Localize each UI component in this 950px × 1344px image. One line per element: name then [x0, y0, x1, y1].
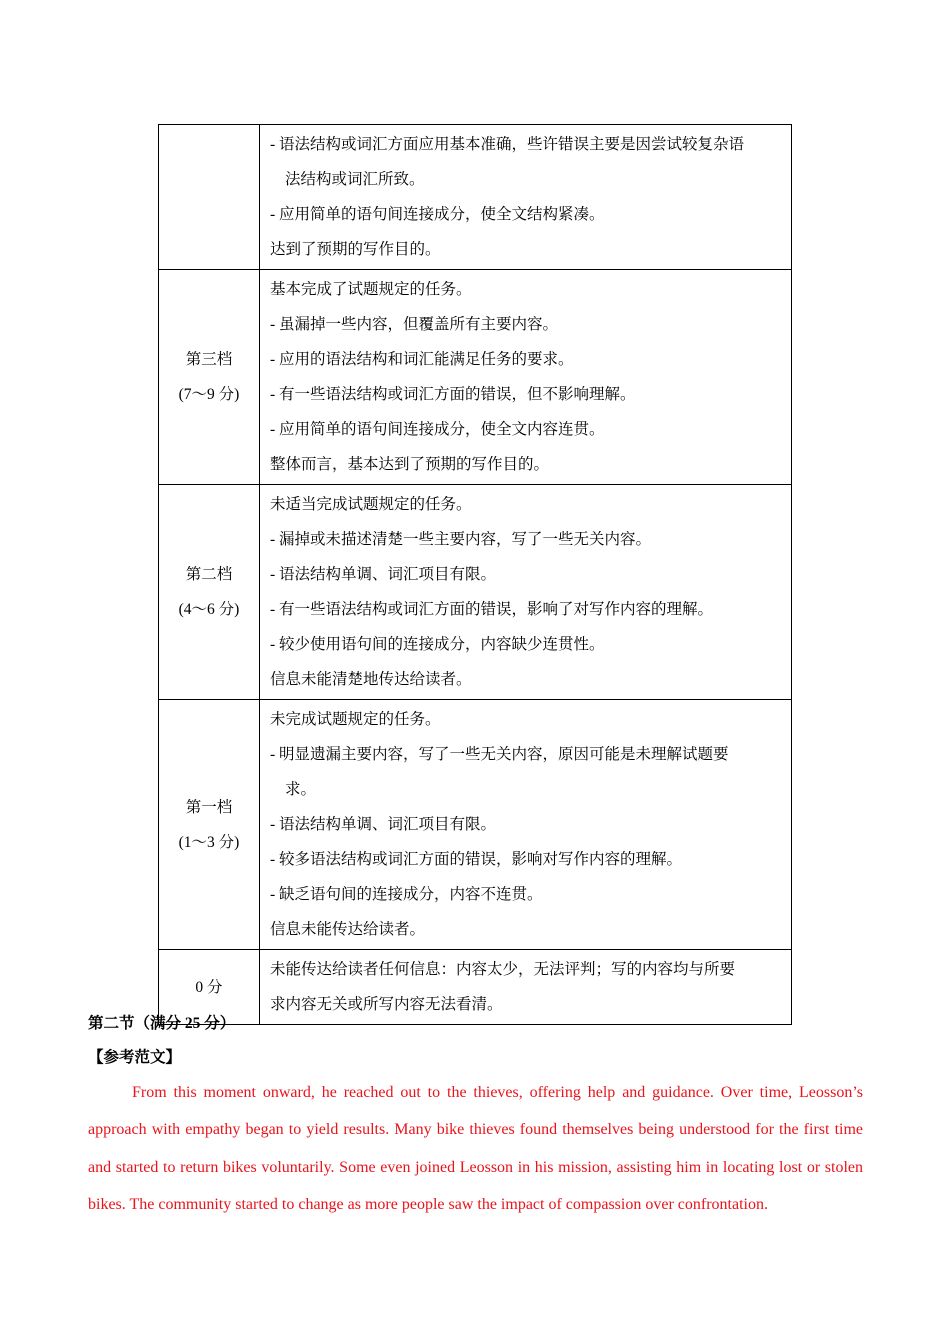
- rubric-row: [159, 950, 792, 1025]
- rubric-criterion-line: - 缺乏语句间的连接成分，内容不连贯。: [270, 886, 543, 903]
- rubric-criterion-line: - 应用的语法结构和词汇能满足任务的要求。: [270, 351, 574, 368]
- rubric-level-range: (4～6 分): [178, 601, 240, 618]
- rubric-level-cell: [159, 270, 260, 485]
- rubric-criterion-line: - 虽漏掉一些内容，但覆盖所有主要内容。: [270, 316, 559, 333]
- rubric-criterion-line: 未完成试题规定的任务。: [270, 711, 441, 728]
- rubric-criterion-line: - 漏掉或未描述清楚一些主要内容，写了一些无关内容。: [270, 531, 652, 548]
- rubric-level-name: 第一档: [185, 798, 233, 816]
- rubric-criterion-line: 信息未能清楚地传达给读者。: [270, 671, 472, 688]
- rubric-level-cell: [159, 485, 260, 700]
- rubric-criterion-line: 整体而言，基本达到了预期的写作目的。: [270, 456, 550, 473]
- rubric-criterion-line: - 较多语法结构或词汇方面的错误，影响对写作内容的理解。: [270, 851, 683, 868]
- rubric-criterion-line: 未能传达给读者任何信息：内容太少，无法评判；写的内容均与所要: [270, 961, 736, 978]
- rubric-criterion-line: - 应用简单的语句间连接成分，使全文结构紧凑。: [270, 206, 605, 223]
- rubric-criterion-line: - 语法结构单调、词汇项目有限。: [270, 816, 497, 833]
- rubric-level-range: (7～9 分): [178, 386, 240, 403]
- rubric-description-cell: [260, 700, 792, 950]
- rubric-row: [159, 125, 792, 270]
- rubric-row: [159, 270, 792, 485]
- rubric-criterion-line: 求内容无关或所写内容无法看清。: [270, 996, 503, 1013]
- rubric-criterion-line: - 语法结构或词汇方面应用基本准确，些许错误主要是因尝试较复杂语: [270, 136, 745, 153]
- rubric-criterion-line: 达到了预期的写作目的。: [270, 241, 441, 258]
- rubric-criterion-line: 信息未能传达给读者。: [270, 921, 426, 938]
- rubric-criterion-line: - 应用简单的语句间连接成分，使全文内容连贯。: [270, 421, 605, 438]
- reference-essay-title: 【参考范文】: [88, 1049, 182, 1066]
- rubric-criterion-line: 基本完成了试题规定的任务。: [270, 281, 472, 298]
- scoring-rubric-table: [158, 124, 792, 1025]
- rubric-criterion-line: 求。: [285, 781, 317, 798]
- rubric-level-range: (1～3 分): [178, 833, 240, 851]
- rubric-level-cell: [159, 125, 260, 270]
- rubric-description-cell: [260, 950, 792, 1025]
- rubric-criterion-line: 未适当完成试题规定的任务。: [270, 496, 472, 513]
- section-2-title: 第二节（满分 25 分）: [88, 1015, 236, 1032]
- reference-essay-text: From this moment onward, he reached out to the thieves, offering help and guidance. Over time, Leosson’s approach with empathy began to yield results. Many bike thieves found themselves being understood for the first time and started to return bikes voluntarily. Some even joined Leosson in his mission, assisting him in locating lost or stolen bikes. The community started to change as more people saw the impact of compassion over confrontation.: [88, 1084, 863, 1213]
- rubric-level-name: 第三档: [185, 351, 233, 368]
- rubric-criterion-line: - 有一些语法结构或词汇方面的错误，但不影响理解。: [270, 386, 636, 403]
- rubric-description-cell: [260, 485, 792, 700]
- rubric-level-name: 第二档: [185, 566, 233, 583]
- rubric-criterion-line: - 语法结构单调、词汇项目有限。: [270, 566, 497, 583]
- rubric-row: [159, 485, 792, 700]
- rubric-row: [159, 700, 792, 950]
- rubric-description-cell: [260, 270, 792, 485]
- rubric-description-cell: [260, 125, 792, 270]
- rubric-level-name: 0 分: [195, 978, 223, 996]
- rubric-criterion-line: - 较少使用语句间的连接成分，内容缺少连贯性。: [270, 636, 605, 653]
- rubric-criterion-line: - 有一些语法结构或词汇方面的错误，影响了对写作内容的理解。: [270, 601, 714, 618]
- rubric-level-cell: [159, 700, 260, 950]
- rubric-criterion-line: 法结构或词汇所致。: [285, 171, 425, 188]
- rubric-criterion-line: - 明显遗漏主要内容，写了一些无关内容，原因可能是未理解试题要: [270, 746, 729, 763]
